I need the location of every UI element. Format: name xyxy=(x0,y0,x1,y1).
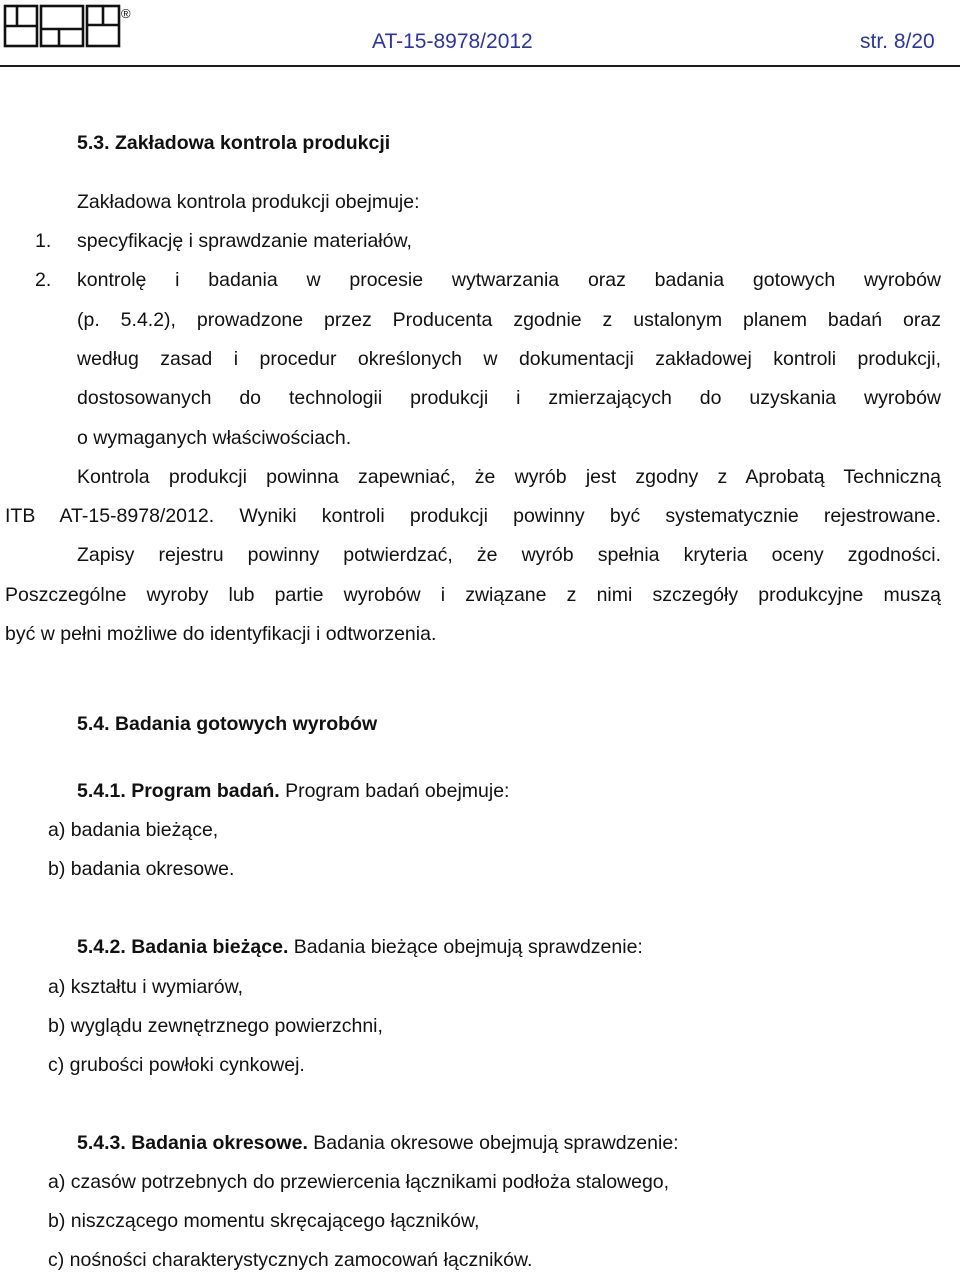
header-doc-id: AT-15-8978/2012 xyxy=(372,30,533,53)
list-text: specyfikację i sprawdzanie materiałów, xyxy=(77,230,412,252)
page-header xyxy=(0,0,960,70)
paragraph-2-line-3: być w pełni możliwe do identyfikacji i odtworzenia. xyxy=(5,623,437,645)
subsection-title: 5.4.3. Badania okresowe. xyxy=(77,1132,308,1154)
list-item-2-line-3: według zasad i procedur określonych w dokumentacji zakładowej kontroli produkcji, xyxy=(77,348,941,370)
list-item-a: a) kształtu i wymiarów, xyxy=(48,976,244,998)
header-page-number: str. 8/20 xyxy=(860,30,935,53)
paragraph-1-line-2: ITB AT-15-8978/2012. Wyniki kontroli produkcji powinny być systematycznie rejestrowane. xyxy=(5,505,941,527)
subsection-5-4-2 xyxy=(77,935,643,959)
section-heading-5-4: 5.4. Badania gotowych wyrobów xyxy=(77,713,378,735)
subsection-5-4-3 xyxy=(77,1131,679,1155)
list-item-a: a) badania bieżące, xyxy=(48,819,219,841)
list-item-b: b) niszczącego momentu skręcającego łączników, xyxy=(48,1210,480,1232)
subsection-5-4-1 xyxy=(77,779,509,803)
itb-logo-icon xyxy=(2,3,136,49)
list-item-1 xyxy=(35,229,412,253)
list-number: 1. xyxy=(35,230,52,252)
list-item-c: c) grubości powłoki cynkowej. xyxy=(48,1054,305,1076)
subsection-text: Program badań obejmuje: xyxy=(279,780,510,802)
list-number-2: 2. xyxy=(35,269,52,291)
list-item-b: b) badania okresowe. xyxy=(48,858,235,880)
registered-mark: ® xyxy=(121,6,131,21)
subsection-text: Badania okresowe obejmują sprawdzenie: xyxy=(307,1132,679,1154)
list-item-2-line-1: kontrolę i badania w procesie wytwarzania oraz badania gotowych wyrobów xyxy=(77,269,941,291)
list-item-2-line-2: (p. 5.4.2), prowadzone przez Producenta zgodnie z ustalonym planem badań oraz xyxy=(77,309,941,331)
subsection-title: 5.4.1. Program badań. xyxy=(77,780,280,802)
list-item-b: b) wyglądu zewnętrznego powierzchni, xyxy=(48,1015,383,1037)
paragraph-2-line-2: Poszczególne wyroby lub partie wyrobów i związane z nimi szczegóły produkcyjne muszą xyxy=(5,584,941,606)
list-item-2-line-4: dostosowanych do technologii produkcji i zmierzających do uzyskania wyrobów xyxy=(77,387,941,409)
section-intro: Zakładowa kontrola produkcji obejmuje: xyxy=(77,191,420,213)
section-heading-5-3: 5.3. Zakładowa kontrola produkcji xyxy=(77,132,391,154)
subsection-text: Badania bieżące obejmują sprawdzenie: xyxy=(288,936,643,958)
list-item-a: a) czasów potrzebnych do przewiercenia łącznikami podłoża stalowego, xyxy=(48,1171,670,1193)
subsection-title: 5.4.2. Badania bieżące. xyxy=(77,936,289,958)
list-item-2-line-5: o wymaganych właściwościach. xyxy=(77,427,352,449)
header-divider xyxy=(0,65,960,67)
paragraph-2-line-1: Zapisy rejestru powinny potwierdzać, że wyrób spełnia kryteria oceny zgodności. xyxy=(77,544,941,566)
paragraph-1-line-1: Kontrola produkcji powinna zapewniać, że wyrób jest zgodny z Aprobatą Techniczną xyxy=(77,466,941,488)
list-item-c: c) nośności charakterystycznych zamocowań łączników. xyxy=(48,1249,533,1271)
